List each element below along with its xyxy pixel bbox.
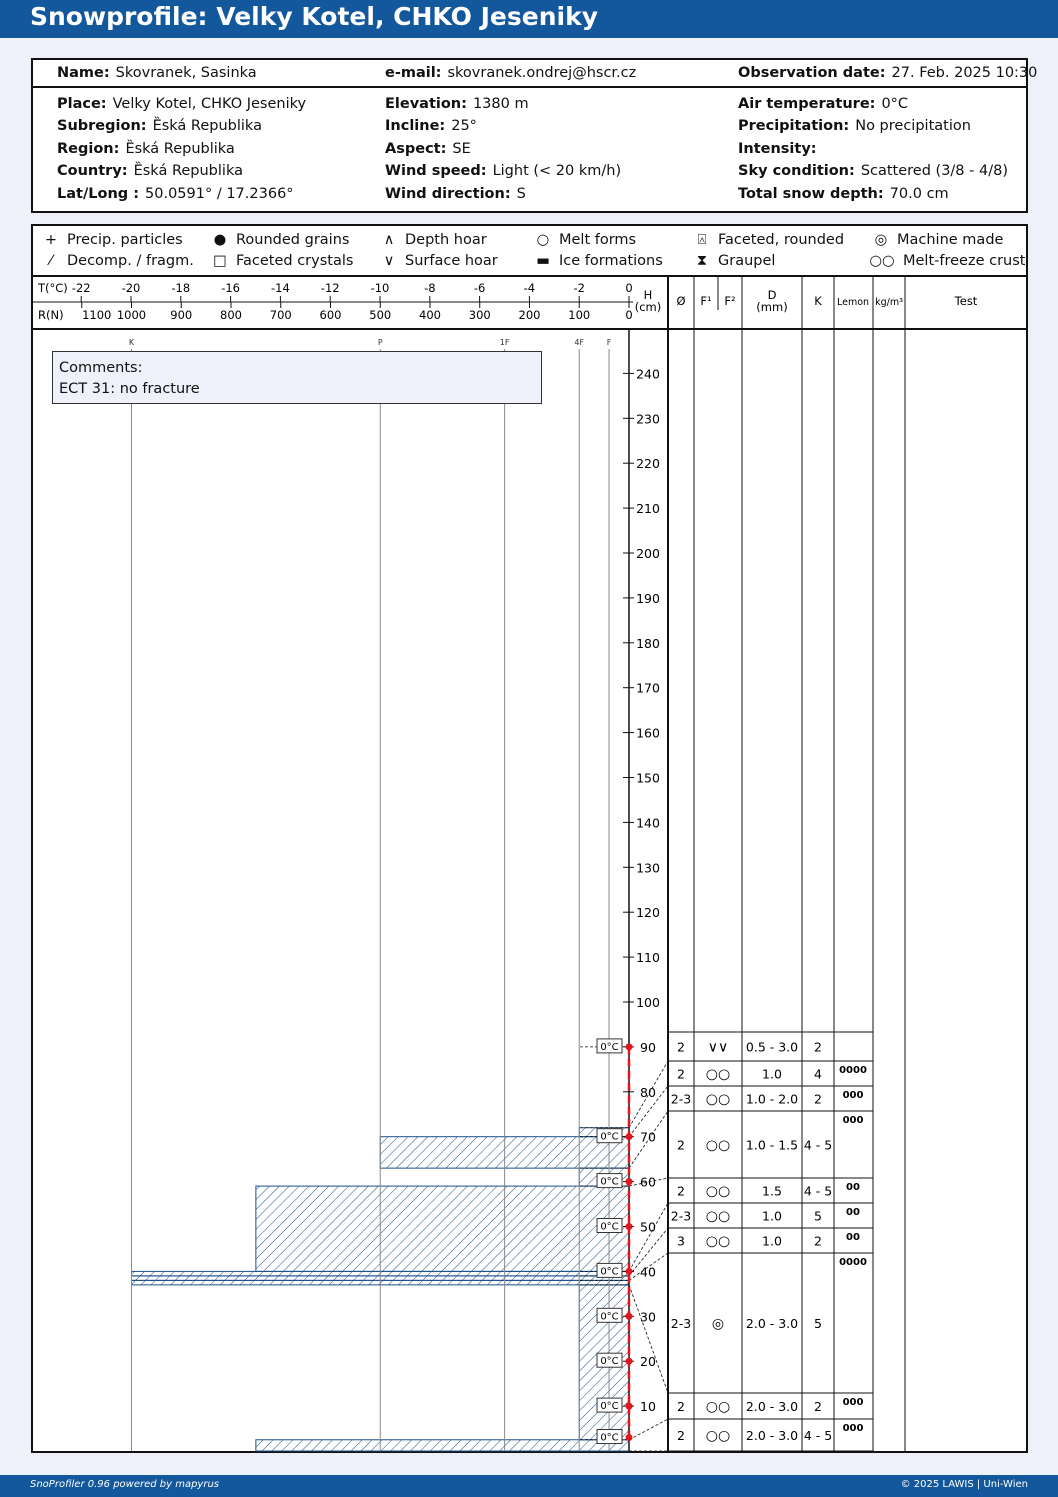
legend-melt-freeze: ○○ Melt-freeze crust bbox=[867, 253, 1025, 269]
temperature-point bbox=[626, 1133, 633, 1140]
layer-grain-size-class: 2-3 bbox=[670, 1316, 692, 1331]
region-field: Region: Ȅská Republika bbox=[57, 141, 235, 157]
wind-direction-field: Wind direction: S bbox=[385, 186, 526, 202]
temp-tick-label: -12 bbox=[320, 281, 340, 295]
layer-grain-size-class: 2 bbox=[677, 1183, 685, 1199]
legend-rounded: ● Rounded grains bbox=[210, 232, 349, 248]
height-tick-label: 90 bbox=[640, 1039, 656, 1055]
layer-grain-form: ○○ bbox=[705, 1137, 731, 1154]
layer-grain-size: 1.0 - 1.5 bbox=[745, 1137, 799, 1153]
layer-hardness-k: 2 bbox=[814, 1233, 822, 1249]
resistance-tick-label: 400 bbox=[419, 308, 441, 322]
height-tick-label: 40 bbox=[640, 1264, 656, 1280]
hardness-bar bbox=[256, 1440, 629, 1451]
resistance-tick-label: 500 bbox=[369, 308, 392, 322]
resistance-tick-label: 800 bbox=[220, 308, 242, 322]
temperature-label: 0°C bbox=[600, 1041, 619, 1053]
temp-tick-label: -2 bbox=[573, 281, 585, 295]
layer-lemons: 00 bbox=[846, 1182, 860, 1193]
legend-machine: ◎ Machine made bbox=[871, 232, 1003, 248]
temp-tick-label: -6 bbox=[473, 281, 486, 295]
layer-lemons: 000 bbox=[842, 1115, 864, 1126]
column-header-6: kg/m³ bbox=[875, 297, 903, 308]
intensity-field: Intensity: bbox=[738, 141, 817, 157]
legend-ice: ▬ Ice formations bbox=[533, 253, 663, 269]
temperature-point bbox=[626, 1358, 633, 1365]
temperature-point bbox=[626, 1223, 633, 1230]
wind-speed-field: Wind speed: Light (< 20 km/h) bbox=[385, 163, 622, 179]
legend-faceted: □ Faceted crystals bbox=[210, 253, 353, 269]
subregion-field: Subregion: Ȅská Republika bbox=[57, 118, 262, 134]
legend-surface-hoar: ∨ Surface hoar bbox=[379, 253, 498, 269]
height-tick-label: 30 bbox=[640, 1309, 656, 1325]
layer-grain-form: ○○ bbox=[705, 1208, 731, 1225]
hardness-mark-label: 4F bbox=[574, 338, 585, 347]
layer-grain-size-class: 2-3 bbox=[670, 1208, 692, 1224]
email-field: e-mail: skovranek.ondrej@hscr.cz bbox=[385, 65, 637, 81]
resistance-tick-label: 1000 bbox=[116, 308, 147, 322]
elevation-field: Elevation: 1380 m bbox=[385, 96, 529, 112]
layer-grain-size-class: 2-3 bbox=[670, 1091, 692, 1107]
height-tick-label: 150 bbox=[636, 770, 660, 786]
layer-connector bbox=[629, 1285, 668, 1393]
faceted-rounded-icon: ⍓ bbox=[697, 232, 707, 248]
column-header-4: K bbox=[814, 294, 822, 308]
hardness-bar bbox=[256, 1186, 629, 1271]
resistance-tick-label: 200 bbox=[518, 308, 541, 322]
resistance-tick-label: 100 bbox=[568, 308, 591, 322]
layer-grain-form: ◎ bbox=[711, 1316, 725, 1332]
height-tick-label: 100 bbox=[636, 995, 660, 1010]
layer-hardness-k: 2 bbox=[814, 1399, 822, 1414]
height-axis-label: H bbox=[643, 288, 653, 302]
resistance-axis-label: R(N) bbox=[38, 308, 64, 322]
layer-lemons: 000 bbox=[842, 1090, 864, 1101]
graupel-icon: ⧗ bbox=[696, 253, 708, 269]
height-axis-unit: (cm) bbox=[634, 300, 662, 314]
temperature-point bbox=[626, 1043, 633, 1050]
layer-hardness-k: 5 bbox=[814, 1208, 822, 1224]
layer-hardness-k: 4 - 5 bbox=[803, 1137, 833, 1153]
column-header-3: D bbox=[767, 288, 777, 302]
layer-hardness-k: 4 - 5 bbox=[803, 1183, 833, 1199]
layer-grain-size: 0.5 - 3.0 bbox=[745, 1039, 799, 1055]
air-temp-field: Air temperature: 0°C bbox=[738, 96, 909, 112]
layer-grain-size-class: 2 bbox=[677, 1137, 685, 1153]
layer-hardness-k: 2 bbox=[814, 1039, 822, 1055]
layer-grain-size: 2.0 - 3.0 bbox=[745, 1428, 799, 1443]
resistance-tick-label: 300 bbox=[468, 308, 491, 322]
layer-lemons: 000 bbox=[842, 1397, 864, 1408]
column-header-3-unit: (mm) bbox=[756, 300, 788, 314]
temperature-point bbox=[626, 1403, 633, 1410]
comments-title: Comments: bbox=[59, 360, 143, 376]
layer-grain-size-class: 2 bbox=[677, 1428, 685, 1443]
precip-particles-icon: + bbox=[44, 232, 58, 248]
layer-connector bbox=[629, 1203, 668, 1271]
layer-grain-size-class: 3 bbox=[677, 1233, 685, 1249]
layer-grain-size: 1.5 bbox=[762, 1183, 782, 1199]
legend-melt: ○ Melt forms bbox=[533, 232, 636, 248]
layer-grain-form: ○○ bbox=[705, 1066, 731, 1083]
place-field: Place: Velky Kotel, CHKO Jeseniky bbox=[57, 96, 307, 112]
height-tick-label: 170 bbox=[636, 680, 660, 696]
comments-text: ECT 31: no fracture bbox=[59, 381, 200, 397]
legend-faceted-rounded: ⍓ Faceted, rounded bbox=[692, 232, 844, 248]
page-title: Snowprofile: Velky Kotel, CHKO Jeseniky bbox=[30, 2, 599, 31]
height-tick-label: 20 bbox=[640, 1354, 656, 1370]
temp-tick-label: -14 bbox=[271, 281, 290, 295]
decomposed-icon: ⁄ bbox=[49, 253, 53, 269]
layer-grain-size: 1.0 bbox=[762, 1208, 782, 1224]
machine-made-icon: ◎ bbox=[874, 232, 888, 248]
layer-grain-size-class: 2 bbox=[677, 1039, 685, 1055]
sky-field: Sky condition: Scattered (3/8 - 4/8) bbox=[738, 163, 1008, 179]
legend-decomp: ⁄ Decomp. / fragm. bbox=[41, 253, 194, 269]
comments-box bbox=[52, 351, 542, 404]
layer-grain-form: ∨∨ bbox=[707, 1039, 729, 1056]
temperature-point bbox=[626, 1313, 633, 1320]
date-field: Observation date: 27. Feb. 2025 10:30 bbox=[738, 65, 1038, 81]
temperature-label: 0°C bbox=[600, 1266, 619, 1278]
height-tick-label: 180 bbox=[636, 635, 660, 651]
footer-copyright: © 2025 LAWIS | Uni-Wien bbox=[900, 1479, 1028, 1490]
rounded-grains-icon: ● bbox=[213, 232, 227, 248]
depth-hoar-icon: ∧ bbox=[383, 232, 395, 248]
column-header-7: Test bbox=[954, 294, 978, 308]
height-tick-label: 60 bbox=[640, 1174, 656, 1190]
temp-tick-label: -20 bbox=[121, 281, 141, 295]
layer-lemons: 000 bbox=[842, 1423, 864, 1434]
height-tick-label: 70 bbox=[640, 1129, 656, 1145]
layer-grain-size: 1.0 bbox=[762, 1233, 782, 1249]
temperature-point bbox=[626, 1268, 633, 1275]
layer-hardness-k: 4 bbox=[814, 1066, 822, 1082]
temperature-label: 0°C bbox=[600, 1131, 619, 1143]
melt-forms-icon: ○ bbox=[536, 232, 550, 248]
name-field: Name: Skovranek, Sasinka bbox=[57, 65, 257, 81]
layer-grain-size-class: 2 bbox=[677, 1066, 685, 1082]
column-header-5: Lemon bbox=[836, 297, 870, 308]
layer-grain-form: ○○ bbox=[705, 1233, 731, 1250]
hardness-mark-label: K bbox=[128, 338, 135, 347]
legend-precip: + Precip. particles bbox=[41, 232, 183, 248]
resistance-tick-label: 700 bbox=[269, 308, 292, 322]
layer-grain-size: 1.0 - 2.0 bbox=[745, 1091, 799, 1107]
layer-grain-form: ○○ bbox=[705, 1183, 731, 1200]
height-tick-label: 160 bbox=[636, 725, 660, 741]
height-tick-label: 190 bbox=[636, 590, 660, 606]
height-tick-label: 220 bbox=[636, 456, 660, 472]
resistance-tick-label: 900 bbox=[170, 308, 193, 322]
layer-lemons: 0000 bbox=[839, 1065, 867, 1076]
temp-tick-label: -4 bbox=[523, 281, 536, 295]
legend-depth-hoar: ∧ Depth hoar bbox=[379, 232, 487, 248]
footer-bar bbox=[0, 1475, 1058, 1497]
latlong-field: Lat/Long : 50.0591° / 17.2366° bbox=[57, 186, 294, 202]
snow-depth-field: Total snow depth: 70.0 cm bbox=[738, 186, 949, 202]
layer-grain-form: ○○ bbox=[705, 1091, 731, 1108]
temp-tick-label: -8 bbox=[424, 281, 436, 295]
height-tick-label: 200 bbox=[636, 546, 660, 561]
height-tick-label: 120 bbox=[636, 905, 660, 921]
temperature-point bbox=[626, 1434, 633, 1441]
layer-lemons: 00 bbox=[846, 1232, 860, 1243]
layer-grain-size: 1.0 bbox=[762, 1066, 782, 1082]
height-tick-label: 10 bbox=[640, 1399, 656, 1415]
column-header-2: F² bbox=[724, 294, 736, 308]
temp-tick-label: -22 bbox=[71, 281, 91, 295]
layer-grain-form: ○○ bbox=[705, 1399, 731, 1415]
hardness-mark-label: 1F bbox=[499, 338, 510, 347]
height-tick-label: 110 bbox=[636, 950, 660, 966]
layer-grain-size: 2.0 - 3.0 bbox=[745, 1316, 799, 1331]
temperature-label: 0°C bbox=[600, 1432, 619, 1444]
height-tick-label: 130 bbox=[636, 860, 660, 876]
temperature-label: 0°C bbox=[600, 1221, 619, 1233]
layer-lemons: 0000 bbox=[839, 1257, 867, 1268]
column-header-0: Ø bbox=[676, 294, 686, 308]
layer-lemons: 00 bbox=[846, 1207, 860, 1218]
height-tick-label: 50 bbox=[640, 1219, 656, 1235]
layer-grain-form: ○○ bbox=[705, 1428, 731, 1444]
footer-credit: SnoProfiler 0.96 powered by mapyrus bbox=[30, 1479, 220, 1490]
hardness-mark-label: F bbox=[606, 338, 612, 347]
incline-field: Incline: 25° bbox=[385, 118, 477, 134]
layer-grain-size-class: 2 bbox=[677, 1399, 685, 1414]
temp-axis-label: T(°C) bbox=[38, 281, 68, 295]
temperature-label: 0°C bbox=[600, 1176, 619, 1188]
country-field: Country: Ȅská Republika bbox=[57, 163, 243, 179]
hardness-mark-label: P bbox=[377, 338, 383, 347]
resistance-tick-label: 0 bbox=[625, 308, 633, 322]
temperature-label: 0°C bbox=[600, 1401, 619, 1413]
layer-hardness-k: 5 bbox=[814, 1316, 822, 1331]
layer-connector bbox=[629, 1419, 668, 1440]
height-tick-label: 240 bbox=[636, 366, 660, 382]
aspect-field: Aspect: SE bbox=[385, 141, 471, 157]
legend-graupel: ⧗ Graupel bbox=[692, 253, 775, 269]
temperature-label: 0°C bbox=[600, 1356, 619, 1368]
melt-freeze-crust-icon: ○○ bbox=[869, 253, 895, 269]
temperature-point bbox=[626, 1178, 633, 1185]
surface-hoar-icon: ∨ bbox=[383, 253, 395, 269]
layer-grain-size: 2.0 - 3.0 bbox=[745, 1399, 799, 1414]
height-tick-label: 140 bbox=[636, 815, 660, 831]
temp-tick-label: -16 bbox=[221, 281, 240, 295]
height-tick-label: 210 bbox=[636, 501, 660, 517]
ice-formations-icon: ▬ bbox=[536, 253, 550, 269]
precip-field: Precipitation: No precipitation bbox=[738, 118, 971, 134]
resistance-tick-label: 1100 bbox=[82, 308, 112, 322]
layer-hardness-k: 2 bbox=[814, 1091, 822, 1107]
height-tick-label: 230 bbox=[636, 411, 660, 427]
faceted-crystals-icon: □ bbox=[213, 253, 227, 269]
temperature-label: 0°C bbox=[600, 1311, 619, 1323]
temp-tick-label: -18 bbox=[171, 281, 191, 295]
resistance-tick-label: 600 bbox=[319, 308, 342, 322]
column-header-1: F¹ bbox=[700, 294, 712, 308]
temp-tick-label: -10 bbox=[370, 281, 390, 295]
temp-tick-label: 0 bbox=[625, 281, 633, 295]
height-tick-label: 80 bbox=[640, 1084, 656, 1100]
layer-hardness-k: 4 - 5 bbox=[803, 1428, 833, 1443]
